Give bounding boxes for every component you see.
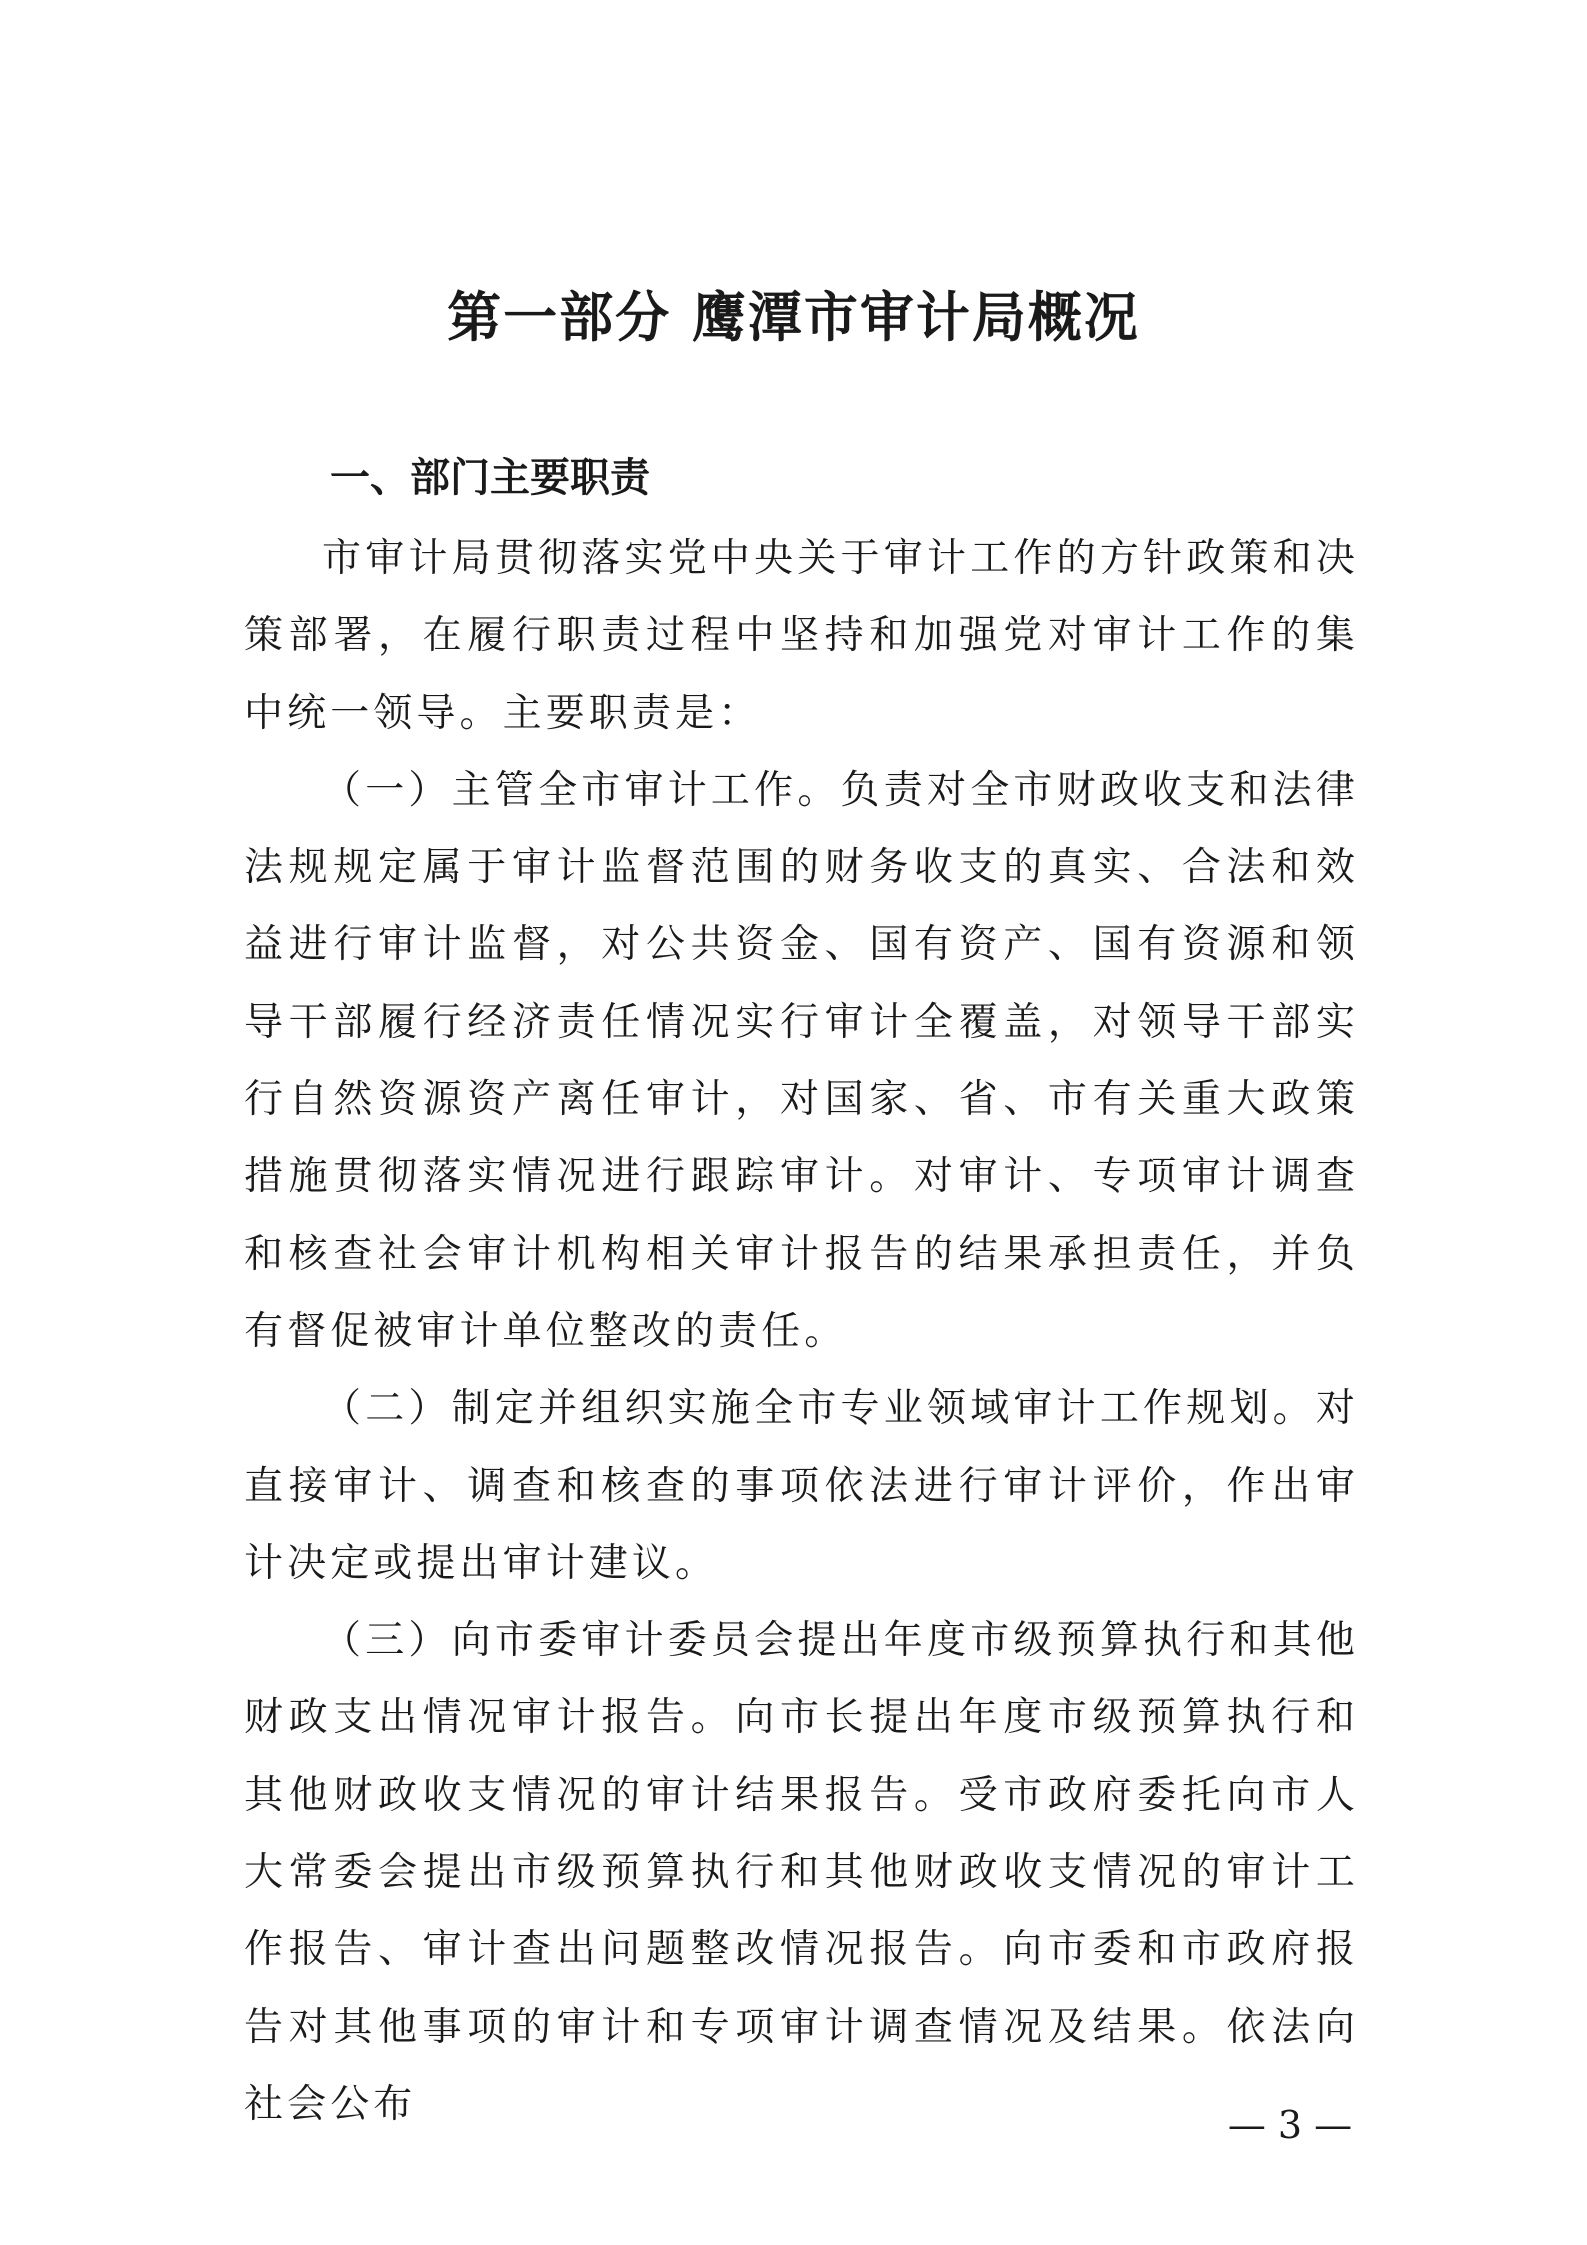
body-text (244, 520, 1359, 2143)
page-number: — 3 — (1227, 2103, 1353, 2147)
page-title: 第一部分 鹰潭市审计局概况 (447, 285, 1140, 349)
paragraph-intro: 市审计局贯彻落实党中央关于审计工作的方针政策和决策部署，在履行职责过程中坚持和加强党对审计工作的集中统一领导。主要职责是： (244, 536, 1359, 736)
paragraph-duty-1: （一）主管全市审计工作。负责对全市财政收支和法律法规规定属于审计监督范围的财务收支的真实、合法和效益进行审计监督，对公共资金、国有资产、国有资源和领导干部履行经济责任情况实行审计全覆盖，对领导干部实行自然资源资产离任审计，对国家、省、市有关重大政策措施贯彻落实情况进行跟踪审计。对审计、专项审计调查和核查社会审计机构相关审计报告的结果承担责任，并负有督促被审计单位整改的责任。 (244, 767, 1359, 1354)
paragraph-duty-3: （三）向市委审计委员会提出年度市级预算执行和其他财政支出情况审计报告。向市长提出年度市级预算执行和其他财政收支情况的审计结果报告。受市政府委托向市人大常委会提出市级预算执行和其他财政收支情况的审计工作报告、审计查出问题整改情况报告。向市委和市政府报告对其他事项的审计和专项审计调查情况及结果。依法向社会公布 (244, 1618, 1359, 2127)
section-heading: 一、部门主要职责 (330, 455, 650, 501)
paragraph-duty-2: （二）制定并组织实施全市专业领域审计工作规划。对直接审计、调查和核查的事项依法进行审计评价，作出审计决定或提出审计建议。 (244, 1386, 1359, 1586)
